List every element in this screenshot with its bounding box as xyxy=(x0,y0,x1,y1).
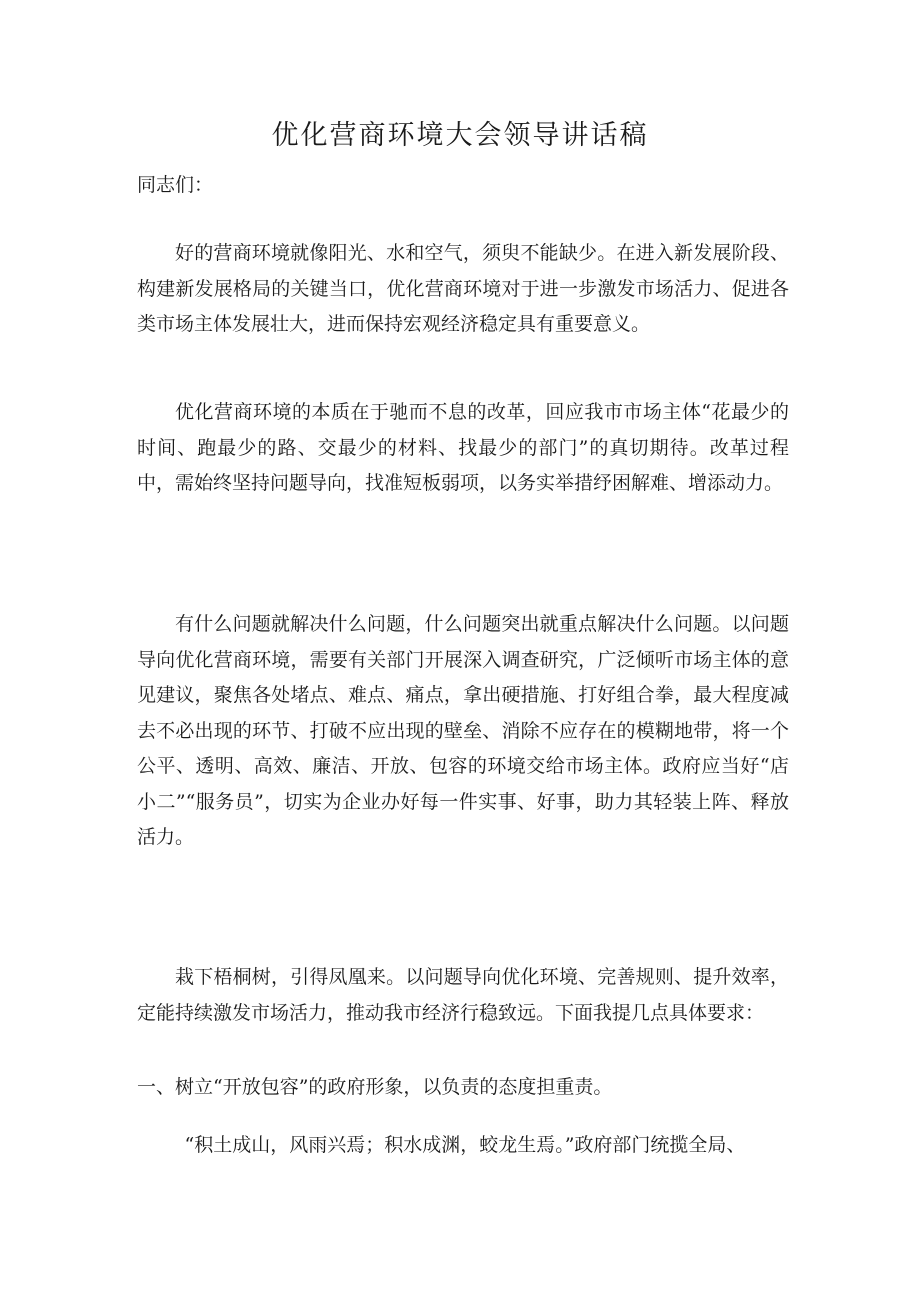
paragraph-2: 优化营商环境的本质在于驰而不息的改革，回应我市市场主体“花最少的时间、跑最少的路、交最少的材料、找最少的部门”的真切期待。改革过程中，需始终坚持问题导向，找准短板弱项，以务实举措纾困解难、增添动力。 xyxy=(137,401,789,494)
paragraph-1: 好的营商环境就像阳光、水和空气，须臾不能缺少。在进入新发展阶段、构建新发展格局的关键当口，优化营商环境对于进一步激发市场活力、促进各类市场主体发展壮大，进而保持宏观经济稳定具有重要意义。 xyxy=(137,242,789,335)
salutation: 同志们： xyxy=(137,174,214,196)
paragraph-3: 有什么问题就解决什么问题，什么问题突出就重点解决什么问题。以问题导向优化营商环境，需要有关部门开展深入调查研究，广泛倾听市场主体的意见建议，聚焦各处堵点、难点、痛点，拿出硬措施、打好组合拳，最大程度减去不必出现的环节、打破不应出现的壁垒、消除不应存在的模糊地带，将一个公平、透明、高效、廉洁、开放、包容的环境交给市场主体。政府应当好“店小二”“服务员”，切实为企业办好每一件实事、好事，助力其轻装上阵、释放活力。 xyxy=(137,613,789,848)
quote-paragraph: “积土成山，风雨兴焉；积水成渊，蛟龙生焉。”政府部门统揽全局、 xyxy=(184,1134,746,1156)
section-heading: 一、树立“开放包容”的政府形象，以负责的态度担重责。 xyxy=(137,1076,613,1098)
document-title: 优化营商环境大会领导讲话稿 xyxy=(271,120,649,151)
paragraph-4: 栽下梧桐树，引得凤凰来。以问题导向优化环境、完善规则、提升效率，定能持续激发市场活力，推动我市经济行稳致远。下面我提几点具体要求： xyxy=(137,966,789,1024)
